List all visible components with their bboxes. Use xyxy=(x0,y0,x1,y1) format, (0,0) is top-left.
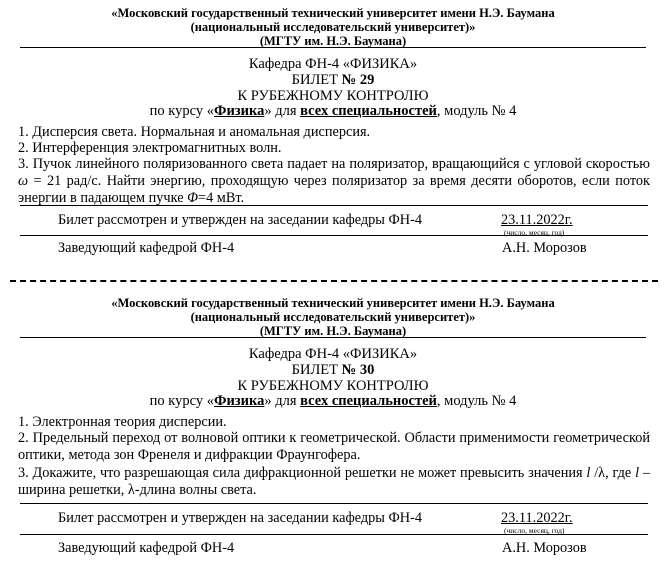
question-3-part-c: =4 мВт. xyxy=(198,190,245,206)
course-name: Физика xyxy=(214,393,265,409)
question-3 xyxy=(18,465,650,499)
department-title: Кафедра ФН-4 «ФИЗИКА» xyxy=(248,346,418,362)
approval-date: 23.11.2022г. xyxy=(501,212,573,228)
questions-divider xyxy=(20,503,648,504)
course-line xyxy=(0,103,666,119)
question-3-part-a: 3. Пучок линейного поляризованного света падает на поляризатор, вращающийся с угловой скоростью xyxy=(18,156,650,172)
control-title: К РУБЕЖНОМУ КОНТРОЛЮ xyxy=(237,378,429,394)
width-symbol: l xyxy=(586,465,591,481)
header-divider xyxy=(20,47,646,48)
ticket-word: БИЛЕТ xyxy=(291,72,342,88)
head-label: Заведующий кафедрой ФН-4 xyxy=(58,240,235,256)
module: , модуль № 4 xyxy=(436,103,517,119)
header-divider xyxy=(20,337,646,338)
institution-line-3: (МГТУ им. Н.Э. Баумана) xyxy=(259,34,407,48)
question-3-part-b: = 21 рад/с. Найти энергию, проходящую через поляризатор за время десяти оборотов, если поток энергии в падающем пучке xyxy=(18,173,650,206)
phi-symbol: Φ xyxy=(187,190,199,206)
specialties: всех специальностей xyxy=(300,393,437,409)
question-3-part-mid: /λ, где xyxy=(590,465,636,481)
questions-divider xyxy=(20,205,648,206)
approval-text: Билет рассмотрен и утвержден на заседании кафедры ФН-4 xyxy=(58,212,423,228)
omega-symbol: ω xyxy=(18,173,29,189)
ticket-number: № 30 xyxy=(341,362,375,378)
question-3-part-a: 3. Докажите, что разрешающая сила дифракционной решетки не может превысить значения xyxy=(18,465,587,481)
head-name: А.Н. Морозов xyxy=(502,540,587,556)
question-3-part-c: – ширина решетки, λ-длина волны света. xyxy=(18,465,650,498)
head-name: А.Н. Морозов xyxy=(502,240,587,256)
question-3 xyxy=(18,156,650,207)
ticket-title xyxy=(0,362,666,378)
cut-line xyxy=(10,280,658,282)
ticket-title xyxy=(0,72,666,88)
approval-date: 23.11.2022г. xyxy=(501,510,573,526)
date-hint: (число, месяц, год) xyxy=(504,228,565,237)
head-label: Заведующий кафедрой ФН-4 xyxy=(58,540,235,556)
institution-line-2: (национальный исследовательский университет)» xyxy=(190,20,476,34)
course-mid: » для xyxy=(264,393,301,409)
question-1: 1. Дисперсия света. Нормальная и аномальная дисперсия. xyxy=(18,124,371,140)
signature-divider xyxy=(20,235,648,236)
institution-line-3: (МГТУ им. Н.Э. Баумана) xyxy=(259,324,407,338)
course-mid: » для xyxy=(264,103,301,119)
control-title: К РУБЕЖНОМУ КОНТРОЛЮ xyxy=(237,88,429,104)
question-2: 2. Интерференция электромагнитных волн. xyxy=(18,140,282,156)
ticket-word: БИЛЕТ xyxy=(291,362,342,378)
institution-line-1: «Московский государственный технический университет имени Н.Э. Баумана xyxy=(111,296,555,310)
course-prefix: по курсу « xyxy=(149,103,214,119)
course-prefix: по курсу « xyxy=(149,393,214,409)
width-symbol-2: l xyxy=(635,465,640,481)
course-name: Физика xyxy=(214,103,265,119)
date-hint: (число, месяц, год) xyxy=(504,526,565,535)
approval-text: Билет рассмотрен и утвержден на заседании кафедры ФН-4 xyxy=(58,510,423,526)
course-line xyxy=(0,393,666,409)
institution-line-1: «Московский государственный технический университет имени Н.Э. Баумана xyxy=(111,6,555,20)
module: , модуль № 4 xyxy=(436,393,517,409)
question-2: 2. Предельный переход от волновой оптики к геометрической. Области применимости геометрической оптики, метода зон Френеля и дифракции Фраунгофера. xyxy=(18,430,650,463)
specialties: всех специальностей xyxy=(300,103,437,119)
question-1: 1. Электронная теория дисперсии. xyxy=(18,414,227,430)
signature-divider xyxy=(20,534,648,535)
department-title: Кафедра ФН-4 «ФИЗИКА» xyxy=(248,56,418,72)
ticket-number: № 29 xyxy=(341,72,375,88)
institution-line-2: (национальный исследовательский университет)» xyxy=(190,310,476,324)
